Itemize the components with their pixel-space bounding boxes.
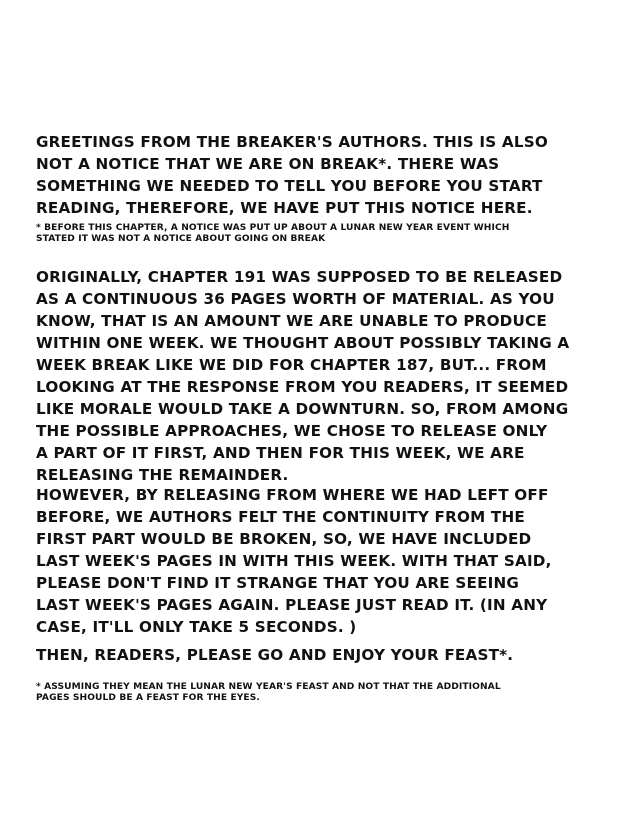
break-footnote: * BEFORE THIS CHAPTER, A NOTICE WAS PUT UP ABOUT A LUNAR NEW YEAR EVENT WHICH STATED IT WAS NOT A NOTICE ABOUT GOING ON BREAK (36, 223, 510, 244)
greeting-paragraph: GREETINGS FROM THE BREAKER'S AUTHORS. THIS IS ALSO NOT A NOTICE THAT WE ARE ON BREAK*. THERE WAS SOMETHING WE NEEDED TO TELL YOU BEFORE YOU START READING, THEREFORE, WE HAVE PUT THIS NOTICE HERE. (36, 133, 548, 217)
feast-footnote: * ASSUMING THEY MEAN THE LUNAR NEW YEAR'S FEAST AND NOT THAT THE ADDITIONAL PAGES SHOULD BE A FEAST FOR THE EYES. (36, 682, 501, 703)
closing-line: THEN, READERS, PLEASE GO AND ENJOY YOUR FEAST*. (36, 646, 514, 664)
continuity-paragraph: HOWEVER, BY RELEASING FROM WHERE WE HAD LEFT OFF BEFORE, WE AUTHORS FELT THE CONTINUITY FROM THE FIRST PART WOULD BE BROKEN, SO, WE HAVE INCLUDED LAST WEEK'S PAGES IN WITH THIS WEEK. WITH THAT SAID, PLEASE DON'T FIND IT STRANGE THAT YOU ARE SEEING LAST WEEK'S PAGES AGAIN. PLEASE JUST READ IT. (IN ANY CASE, IT'LL ONLY TAKE 5 SECONDS. ) (36, 486, 552, 636)
release-explanation-paragraph: ORIGINALLY, CHAPTER 191 WAS SUPPOSED TO BE RELEASED AS A CONTINUOUS 36 PAGES WORTH OF MATERIAL. AS YOU KNOW, THAT IS AN AMOUNT WE ARE UNABLE TO PRODUCE WITHIN ONE WEEK. WE THOUGHT ABOUT POSSIBLY TAKING A WEEK BREAK LIKE WE DID FOR CHAPTER 187, BUT... FROM LOOKING AT THE RESPONSE FROM YOU READERS, IT SEEMED LIKE MORALE WOULD TAKE A DOWNTURN. SO, FROM AMONG THE POSSIBLE APPROACHES, WE CHOSE TO RELEASE ONLY A PART OF IT FIRST, AND THEN FOR THIS WEEK, WE ARE RELEASING THE REMAINDER. (36, 268, 570, 484)
